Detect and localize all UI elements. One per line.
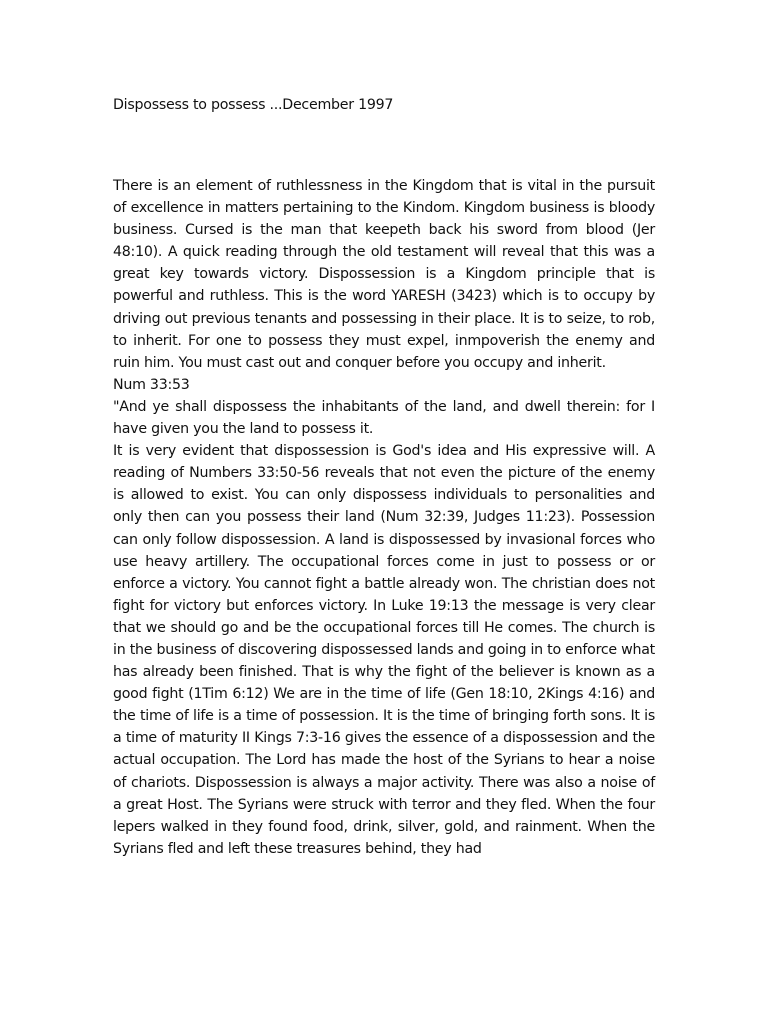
document-body (113, 175, 655, 860)
document-content (113, 94, 655, 860)
document-title: Dispossess to possess ...December 1997 (113, 97, 394, 113)
paragraph-main: It is very evident that dispossession is God's idea and His expressive will. A reading of Numbers 33:50-56 reveals that not even the picture of the enemy is allowed to exist. You can only dispossess individuals to personalities and only then can you possess their land (Num 32:39, Judges 11:23). Possession can only follow dispossession. A land is dispossessed by invasional forces who use heavy artillery. The occupational forces come in just to possess or or enforce a victory. You cannot fight a battle already won. The christian does not fight for victory but enforces victory. In Luke 19:13 the message is very clear that we should go and be the occupational forces till He comes. The church is in the business of discovering dispossessed lands and going in to enforce what has already been finished. That is why the fight of the believer is known as a good fight (1Tim 6:12) We are in the time of life (Gen 18:10, 2Kings 4:16) and the time of life is a time of possession. It is the time of bringing forth sons. It is a time of maturity II Kings 7:3-16 gives the essence of a dispossession and the actual occupation. The Lord has made the host of the Syrians to hear a noise of chariots. Dispossession is always a major activity. There was also a noise of a great Host. The Syrians were struck with terror and they fled. When the four lepers walked in they found food, drink, silver, gold, and rainment. When the Syrians fled and left these treasures behind, they had (113, 443, 655, 857)
scripture-reference: Num 33:53 (113, 376, 190, 393)
scripture-quote: "And ye shall dispossess the inhabitants of the land, and dwell therein: for I have given you the land to possess it. (113, 398, 655, 438)
paragraph-intro: There is an element of ruthlessness in the Kingdom that is vital in the pursuit of excellence in matters pertaining to the Kindom. Kingdom business is bloody business. Cursed is the man that keepeth back his sword from blood (Jer 48:10). A quick reading through the old testament will reveal that this was a great key towards victory. Dispossession is a Kingdom principle that is powerful and ruthless. This is the word YARESH (3423) which is to occupy by driving out previous tenants and possessing in their place. It is to seize, to rob, to inherit. For one to possess they must expel, inmpoverish the enemy and ruin him. You must cast out and conquer before you occupy and inherit. (113, 178, 655, 371)
